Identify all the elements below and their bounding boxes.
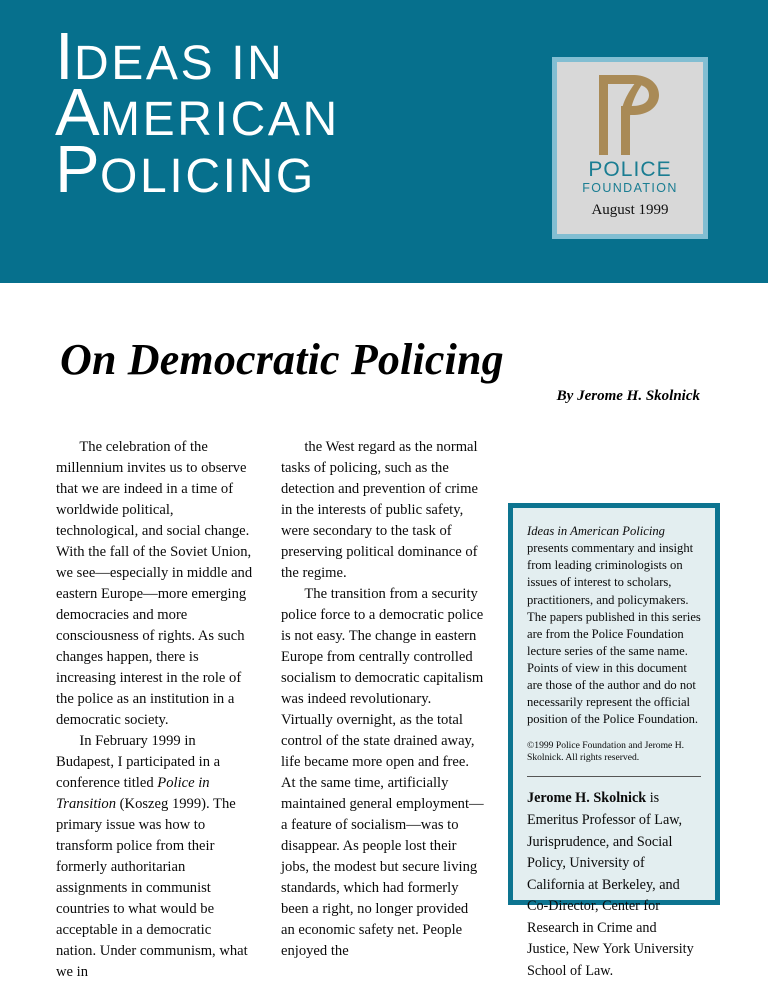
masthead-line-3-rest: OLICING [100, 149, 316, 203]
masthead-line-2-rest: MERICAN [100, 93, 340, 147]
issue-date: August 1999 [591, 202, 669, 218]
masthead-line-2-cap: A [55, 75, 101, 151]
paragraph: the West regard as the normal tasks of policing, such as the detection and prevention of crime in the interests of public safety, were secondary to the task of preserving political dominance of the regime. [281, 439, 478, 581]
body-column-2 [281, 437, 485, 962]
masthead-line-1-cap: I [55, 19, 74, 94]
police-foundation-wordmark [557, 159, 703, 197]
police-foundation-logo-plate [552, 57, 708, 239]
publication-title [55, 19, 525, 207]
author-name: Jerome H. Skolnick [527, 790, 647, 807]
series-name: Ideas in American Policing [527, 524, 665, 538]
masthead-line-1-rest: DEAS IN [73, 37, 285, 90]
paragraph: In February 1999 in Budapest, I participated in a conference titled Police in Transition (Koszeg 1999). The primary issue was how to transform police from their formerly authoritarian assignments in communist countries to what would be acceptable in a democratic nation. Under communism, what we in [56, 733, 248, 980]
masthead-banner [0, 0, 768, 283]
cited-work-title: Police in Transition [56, 775, 210, 812]
masthead-line-2 [55, 75, 525, 151]
sidebar-copyright: ©1999 Police Foundation and Jerome H. Skolnick. All rights reserved. [527, 739, 685, 764]
police-foundation-p-monogram-icon [557, 72, 703, 158]
paragraph: The transition from a security police force to a democratic police is not easy. The change in eastern Europe from centrally controlled socialism to democratic capitalism was indeed revolutionary. Virtually overnight, as the total control of the state drained away, life became more open and free. At the same time, artificially maintained general employment—a feature of socialism—was to disappear. As people lost their jobs, the modest but secure living standards, which had formerly been a right, no longer provided an economic safety net. People enjoyed the [281, 586, 484, 959]
sidebar-series-description [527, 523, 701, 729]
body-column-1 [56, 437, 254, 983]
series-info-sidebar [508, 503, 720, 979]
logo-word-foundation: FOUNDATION [582, 181, 678, 196]
masthead-line-1 [55, 19, 525, 94]
series-description-text: presents commentary and insight from leading criminologists on issues of interest to scholars, practitioners, and policymakers. The papers published in this series are from the Police Foundation lecture series of the same name. Points of view in this document are those of the author and do not necessarily represent the official position of the Police Foundation. [527, 541, 701, 727]
sidebar-divider [527, 776, 701, 777]
article-byline: By Jerome H. Skolnick [556, 388, 700, 404]
article-title: On Democratic Policing [60, 335, 504, 385]
masthead-line-3 [55, 131, 525, 207]
paragraph: The celebration of the millennium invites us to observe that we are indeed in a time of worldwide political, technological, and social change. With the fall of the Soviet Union, we see—especially in middle and eastern Europe—more emerging democracies and more consciousness of rights. As such changes happen, there is increasing interest in the role of the police as an institution in a democratic society. [56, 439, 253, 728]
sidebar-author-bio [527, 788, 701, 982]
author-bio-text: is Emeritus Professor of Law, Jurisprudence, and Social Policy, University of California at Berkeley, and Co-Director, Center for Research in Crime and Justice, New York University School of Law. [527, 790, 694, 979]
logo-word-police: POLICE [588, 158, 672, 181]
masthead-line-3-cap: P [55, 131, 101, 207]
